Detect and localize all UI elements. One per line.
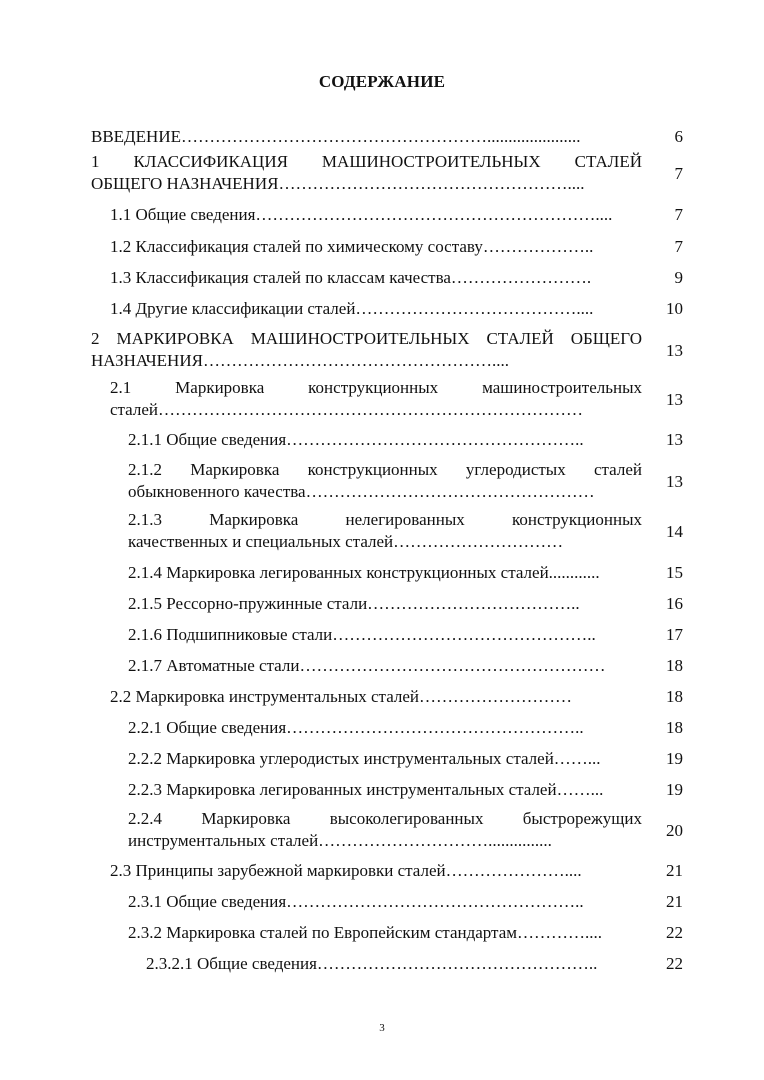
toc-entry-text: 2.3 Принципы зарубежной маркировки сталей…………………....	[110, 861, 582, 880]
toc-entry-text: 1.2 Классификация сталей по химическому составу………………..	[110, 237, 594, 256]
toc-entry-text	[128, 509, 642, 553]
toc-entry-line: сталей…………………………………………………………………	[110, 400, 584, 419]
toc-entry-page: 19	[666, 749, 683, 768]
toc-entry-text: 2.2 Маркировка инструментальных сталей………………………	[110, 687, 573, 706]
toc-entry-line: 2.1.3 Маркировка нелегированных конструкционных	[128, 510, 642, 529]
toc-entry-text: 2.1.6 Подшипниковые стали………………………………………..	[128, 625, 596, 644]
toc-entry-page: 21	[666, 861, 683, 880]
toc-entry-page: 7	[674, 237, 683, 256]
toc-entry-text: 1.4 Другие классификации сталей…………………………………....	[110, 299, 594, 318]
toc-entry-line: качественных и специальных сталей…………………………	[128, 532, 564, 551]
toc-entry-text: 1.1 Общие сведения……………………………………………………....	[110, 205, 613, 224]
page-title: СОДЕРЖАНИЕ	[318, 72, 446, 91]
toc-entry-text: 2.1.1 Общие сведения……………………………………………..	[128, 430, 584, 449]
toc-entry-page: 19	[666, 780, 683, 799]
page-number: 3	[379, 1022, 385, 1034]
toc-entry-page: 20	[666, 821, 683, 840]
toc-entry-page: 21	[666, 892, 683, 911]
toc-entry-page: 18	[666, 656, 683, 675]
toc-entry-page: 17	[666, 625, 683, 644]
toc-entry-text: 2.3.2.1 Общие сведения…………………………………………..	[146, 954, 598, 973]
toc-entry-line: 2.1.2 Маркировка конструкционных углеродистых сталей	[128, 460, 642, 479]
toc-entry-page: 9	[674, 268, 683, 287]
toc-entry-text: 2.1.4 Маркировка легированных конструкционных сталей............	[128, 563, 600, 582]
toc-entry-line: инструментальных сталей…………………………...............	[128, 831, 552, 850]
toc-entry-text	[128, 459, 642, 503]
toc-entry-line: ОБЩЕГО НАЗНАЧЕНИЯ……………………………………………....	[91, 174, 585, 193]
toc-entry-page: 14	[666, 522, 683, 541]
toc-entry-page: 15	[666, 563, 683, 582]
toc-entry-page: 13	[666, 341, 683, 360]
toc-entry-text	[110, 377, 642, 421]
toc-entry-line: 2.1 Маркировка конструкционных машиностроительных	[110, 378, 642, 397]
toc-entry-page: 18	[666, 687, 683, 706]
toc-entry-text: 1.3 Классификация сталей по классам качества…………………….	[110, 268, 592, 287]
toc-entry-text: 2.2.3 Маркировка легированных инструментальных сталей……...	[128, 780, 604, 799]
toc-entry-page: 22	[666, 923, 683, 942]
toc-entry-text: 2.3.1 Общие сведения……………………………………………..	[128, 892, 584, 911]
toc-entry-line: обыкновенного качества……………………………………………	[128, 482, 595, 501]
toc-entry-text: 2.1.7 Автоматные стали………………………………………………	[128, 656, 606, 675]
toc-entry-page: 18	[666, 718, 683, 737]
toc-entry-page: 7	[674, 205, 683, 224]
toc-entry-text	[128, 808, 642, 852]
toc-entry-page: 13	[666, 472, 683, 491]
toc-entry-page: 22	[666, 954, 683, 973]
toc-entry-text	[91, 151, 642, 195]
toc-entry-page: 16	[666, 594, 683, 613]
toc-entry-text: ВВЕДЕНИЕ………………………………………………......................	[91, 127, 581, 146]
toc-entry-text: 2.2.1 Общие сведения……………………………………………..	[128, 718, 584, 737]
toc-entry-page: 13	[666, 390, 683, 409]
toc-entry-text: 2.2.2 Маркировка углеродистых инструментальных сталей……...	[128, 749, 601, 768]
toc-entry-text: 2.1.5 Рессорно-пружинные стали………………………………..	[128, 594, 580, 613]
toc-entry-page: 13	[666, 430, 683, 449]
toc-entry-line: 1 КЛАССИФИКАЦИЯ МАШИНОСТРОИТЕЛЬНЫХ СТАЛЕЙ	[91, 152, 642, 171]
toc-entry-text: 2.3.2 Маркировка сталей по Европейским стандартам…………....	[128, 923, 602, 942]
toc-entry-page: 7	[674, 164, 683, 183]
toc-entry-text	[91, 328, 642, 372]
toc-entry-line: НАЗНАЧЕНИЯ……………………………………………....	[91, 351, 509, 370]
toc-entry-line: 2 МАРКИРОВКА МАШИНОСТРОИТЕЛЬНЫХ СТАЛЕЙ ОБЩЕГО	[91, 329, 642, 348]
toc-entry-page: 10	[666, 299, 683, 318]
toc-entry-line: 2.2.4 Маркировка высоколегированных быстрорежущих	[128, 809, 642, 828]
toc-entry-page: 6	[674, 127, 683, 146]
